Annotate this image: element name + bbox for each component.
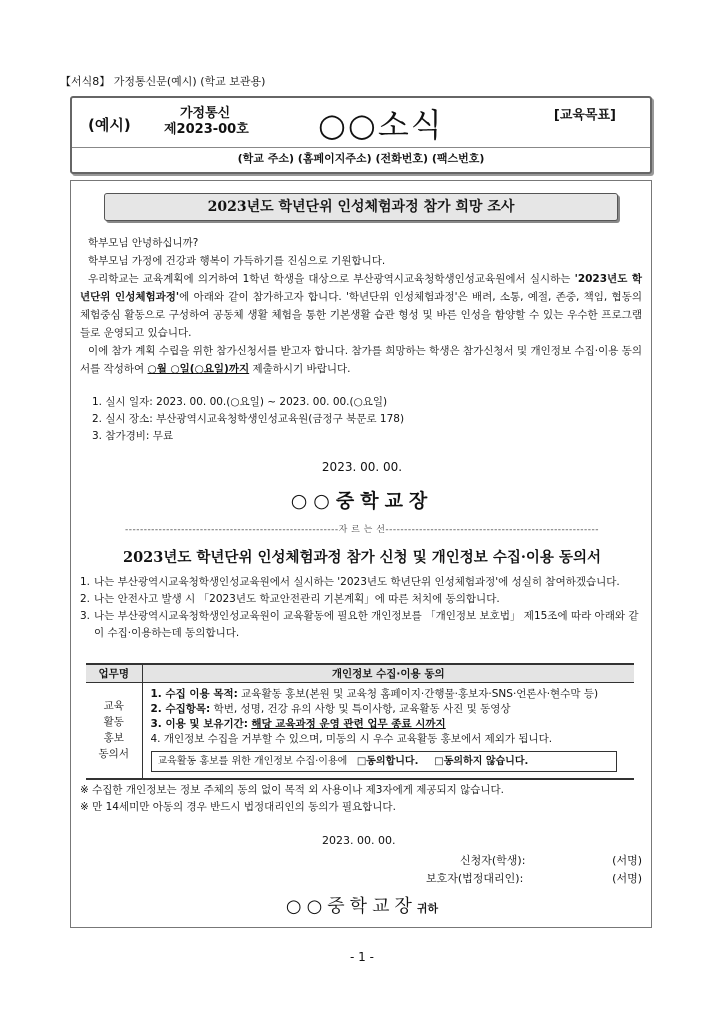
agree-yes-checkbox[interactable]: □동의합니다. [356,755,419,767]
notice-principal: ○○중학교장 [290,490,434,512]
consent-notes [80,782,504,816]
header-top-row [72,98,650,148]
newsletter-header [70,96,652,174]
clause-number: 2. [80,593,91,605]
table-header-consent: 개인정보 수집·이용 동의 [142,664,634,682]
guardian-label: 보호자(법정대리인): [426,872,524,885]
table-header-task: 업무명 [86,664,142,682]
consent-table [86,663,634,780]
row-text: 학번, 성명, 건강 유의 사항 및 특이사항, 교육활동 사진 및 동영상 [210,702,511,715]
clause-text: 나는 안전사고 발생 시 「2023년도 학교안전관리 기본계획」에 따른 처치에 동의합니다. [94,593,500,605]
detail-cost: 3. 참가경비: 무료 [92,430,174,442]
consent-title: 2023년도 학년단위 인성체험과정 참가 신청 및 개인정보 수집·이용 동의서 [123,549,601,566]
issue-line-1: 가정통신 [180,106,231,121]
para2-text-end: 제출하시기 바랍니다. [249,363,351,375]
note-item: ※ 만 14세미만 아동의 경우 반드시 법정대리인의 동의가 필요합니다. [80,801,396,813]
agree-no-checkbox[interactable]: □동의하지 않습니다. [434,755,529,767]
clause-text: 나는 부산광역시교육청학생인성교육원에서 실시하는 '2023년도 학년단위 인성체험과정'에 성실히 참여하겠습니다. [94,576,620,588]
task-name: 교육 활동 홍보 동의서 [98,700,129,760]
row-text: 교육활동 홍보(본원 및 교육청 홈페이지·간행물·홍보자·SNS·언론사·현수막 등) [237,687,599,700]
cut-line: ---------------------------------------------------------자 르 는 선--------------------------------------------------------- [124,525,600,535]
applicant-sign-line [420,852,642,868]
consent-details-cell [142,682,634,779]
agree-question: 교육활동 홍보를 위한 개인정보 수집·이용에 [157,755,348,767]
consent-row [151,687,627,702]
para2-text: 이에 참가 계획 수립을 위한 참가신청서를 받고자 합니다. 참가를 희망하는 학생은 참가신청서 및 개인정보 수집·이용 동의서를 작성하여 [80,345,642,375]
detail-date: 1. 실시 일자: 2023. 00. 00.(○요일) ~ 2023. 00. 00.(○요일) [92,396,388,408]
row-heading: 2. 수집항목: [150,702,211,715]
task-name-cell [86,682,142,779]
consent-clause [80,591,642,608]
clause-number: 3. [80,610,91,622]
program-details [92,394,404,445]
school-contact: (학교 주소) (홈페이지주소) (전화번호) (팩스번호) [237,152,485,165]
row-text: 해당 교육과정 운영 관련 업무 종료 시까지 [251,717,446,730]
submission-deadline: ○월 ○일(○요일)까지 [147,363,250,375]
consent-row [151,717,627,732]
para1-text-end: 에 아래와 같이 참가하고자 합니다. '학년단위 인성체험과정'은 배려, 소통, 예절, 존중, 책임, 협동의 체험중심 활동으로 구성하여 공동체 생활 체험을 통한 기본생활 습관 형성 및 바른 인성을 함양할 수 있는 우수한 프로그램들로 운영되고 있습니다. [80,291,642,339]
consent-date: 2023. 00. 00. [322,834,396,847]
education-goal: [교육목표] [553,108,616,123]
clause-number: 1. [80,576,91,588]
notice-paragraph-1 [80,270,642,342]
issue-line-2: 제2023-00호 [164,122,249,137]
greeting-line-1: 학부모님 안녕하십니까? [88,237,199,249]
agree-choice-box [151,751,617,772]
guardian-sign-line [420,870,642,886]
honorific: 귀하 [416,902,439,915]
newsletter-title: ○○소식 [318,106,444,144]
addressee [0,892,724,918]
row-text: 4. 개인정보 수집을 거부할 수 있으며, 미동의 시 우수 교육활동 홍보에서 제외가 됩니다. [150,732,553,745]
addressee-principal: ○○중학교장 [285,896,417,917]
note-item: ※ 수집한 개인정보는 정보 주체의 동의 없이 목적 외 사용이나 제3자에게 제공되지 않습니다. [80,784,505,796]
consent-row [151,732,627,747]
example-label: (예시) [88,116,131,134]
para1-text: 우리학교는 교육계획에 의거하여 1학년 학생을 대상으로 부산광역시교육청학생인성교육원에서 실시하는 [88,273,575,285]
issue-number [164,106,249,138]
row-heading: 1. 수집 이용 목적: [150,687,238,700]
consent-clauses [80,574,642,642]
notice-greeting [80,234,642,270]
consent-clause [80,574,642,591]
notice-date: 2023. 00. 00. [321,460,403,474]
notice-paragraph-2 [80,342,642,378]
row-heading: 3. 이용 및 보유기간: [150,717,248,730]
consent-clause [80,608,642,642]
form-label: 【서식8】 가정통신문(예시) (학교 보관용) [60,75,266,88]
greeting-line-2: 학부모님 가정에 건강과 행복이 가득하기를 진심으로 기원합니다. [88,255,386,267]
clause-text: 나는 부산광역시교육청학생인성교육원이 교육활동에 필요한 개인정보를 「개인정보 보호법」 제15조에 따라 아래와 같이 수집·이용하는데 동의합니다. [94,610,639,639]
consent-row [151,702,627,717]
page-number: - 1 - [350,950,374,964]
program-name: '2023년도 학년단위 인성체험과정' [80,273,642,303]
applicant-label: 신청자(학생): [460,854,526,867]
notice-title: 2023년도 학년단위 인성체험과정 참가 희망 조사 [104,193,618,221]
guardian-signature[interactable]: (서명) [612,872,642,885]
applicant-signature[interactable]: (서명) [612,854,642,867]
detail-place: 2. 실시 장소: 부산광역시교육청학생인성교육원(금정구 북문로 178) [92,413,405,425]
